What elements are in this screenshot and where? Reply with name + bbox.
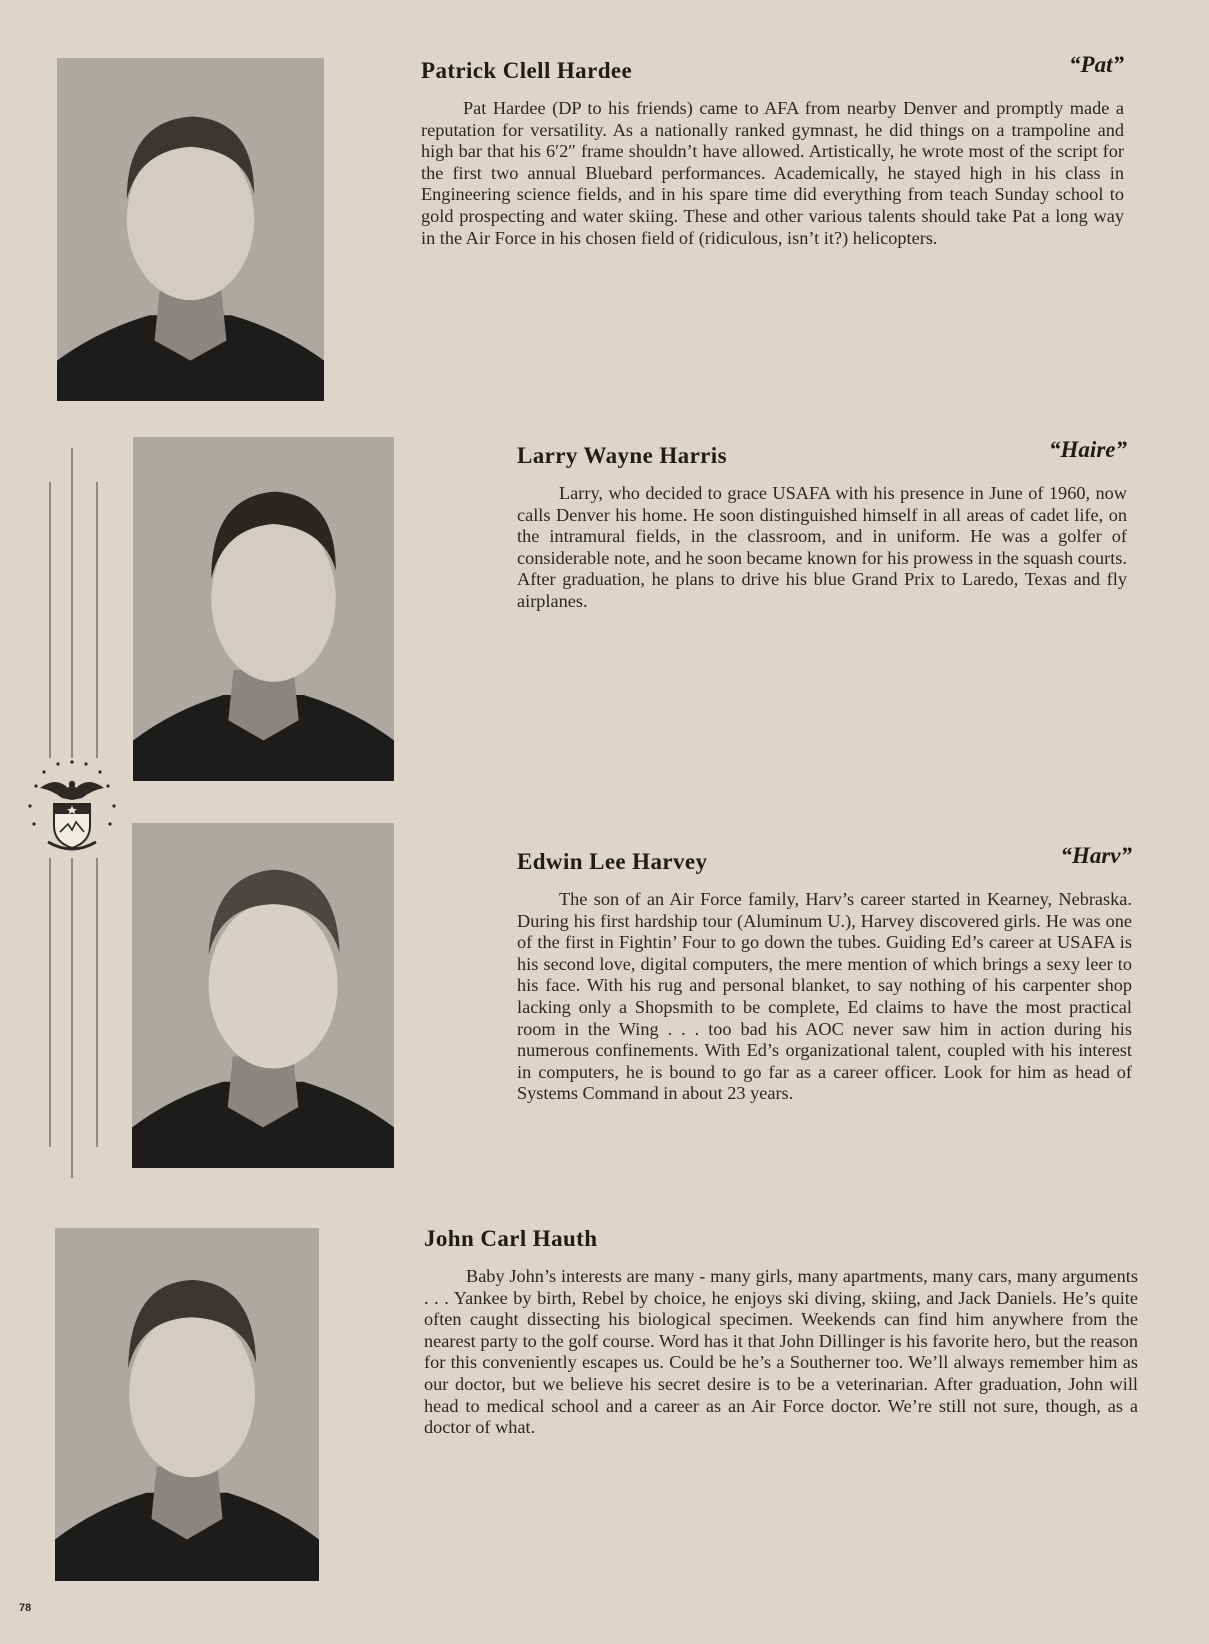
portrait-photo-harris [133,437,394,781]
cadet-entry-harvey [517,843,1132,1105]
cadet-biography: Pat Hardee (DP to his friends) came to AFA from nearby Denver and promptly made a reputation for versatility. As a nationally ranked gymnast, he did things on a trampoline and high bar that his 6′2″ frame shouldn’t have allowed. Artistically, he wrote most of the script for the first two annual Bluebard performances. Academically, he stayed high in his class in Engineering science fields, and in his spare time did everything from teach Sunday school to gold prospecting and water skiing. These and other various talents should take Pat a long way in the Air Force in his chosen field of (ridiculous, isn’t it?) helicopters. [421,98,1124,248]
portrait-photo-hardee [57,58,324,401]
cadet-entry-hardee [421,52,1124,249]
cadet-name: Patrick Clell Hardee [421,58,633,83]
cadet-entry-hauth [424,1226,1138,1439]
portrait-photo-harvey [132,823,394,1168]
cadet-entry-harris [517,437,1127,613]
cadet-name: Larry Wayne Harris [517,443,727,468]
cadet-nickname: “Harv” [1060,843,1132,868]
cadet-biography: Larry, who decided to grace USAFA with his presence in June of 1960, now calls Denver his home. He soon distinguished himself in all areas of cadet life, on the intramural fields, in the classroom, and in uniform. He was a golfer of considerable note, and he soon became known for his prowess in the squash courts. After graduation, he plans to drive his blue Grand Prix to Laredo, Texas and fly airplanes. [517,483,1127,611]
page-number: 78 [19,1602,32,1614]
cadet-biography: Baby John’s interests are many - many girls, many apartments, many cars, many arguments . . . Yankee by birth, Rebel by choice, he enjoys ski diving, skiing, and Jack Daniels. He’s quite often caught dissecting his biological specimen. Weekends can find him anywhere from the nearest party to the golf course. Word has it that John Dillinger is his favorite hero, but the reason for this conveniently escapes us. Could be he’s a Southerner too. We’ll always remember him as our doctor, but we believe his secret desire is to be a veterinarian. After graduation, John will head to medical school and a career as an Air Force doctor. We’re still not sure, though, as a doctor of what. [424,1266,1138,1438]
portrait-photo-hauth [55,1228,319,1581]
cadet-name: John Carl Hauth [424,1226,598,1251]
cadet-nickname: “Haire” [1049,437,1127,462]
academy-crest-icon [22,758,122,858]
cadet-nickname: “Pat” [1069,52,1124,77]
cadet-biography: The son of an Air Force family, Harv’s career started in Kearney, Nebraska. During his first hardship tour (Aluminum U.), Harvey discovered girls. He was one of the first in Fightin’ Four to go down the tubes. Guiding Ed’s career at USAFA is his second love, digital computers, the mere mention of which brings a sexy leer to his face. With his rug and personal blanket, to say nothing of his carpenter shop lacking only a Shopsmith to be complete, Ed claims to have the most practical room in the Wing . . . too bad his AOC never saw him in action during his numerous confinements. With Ed’s organizational talent, coupled with his interest in computers, he is bound to go far as a career officer. Look for him as head of Systems Command in about 23 years. [517,889,1132,1104]
cadet-name: Edwin Lee Harvey [517,849,708,874]
